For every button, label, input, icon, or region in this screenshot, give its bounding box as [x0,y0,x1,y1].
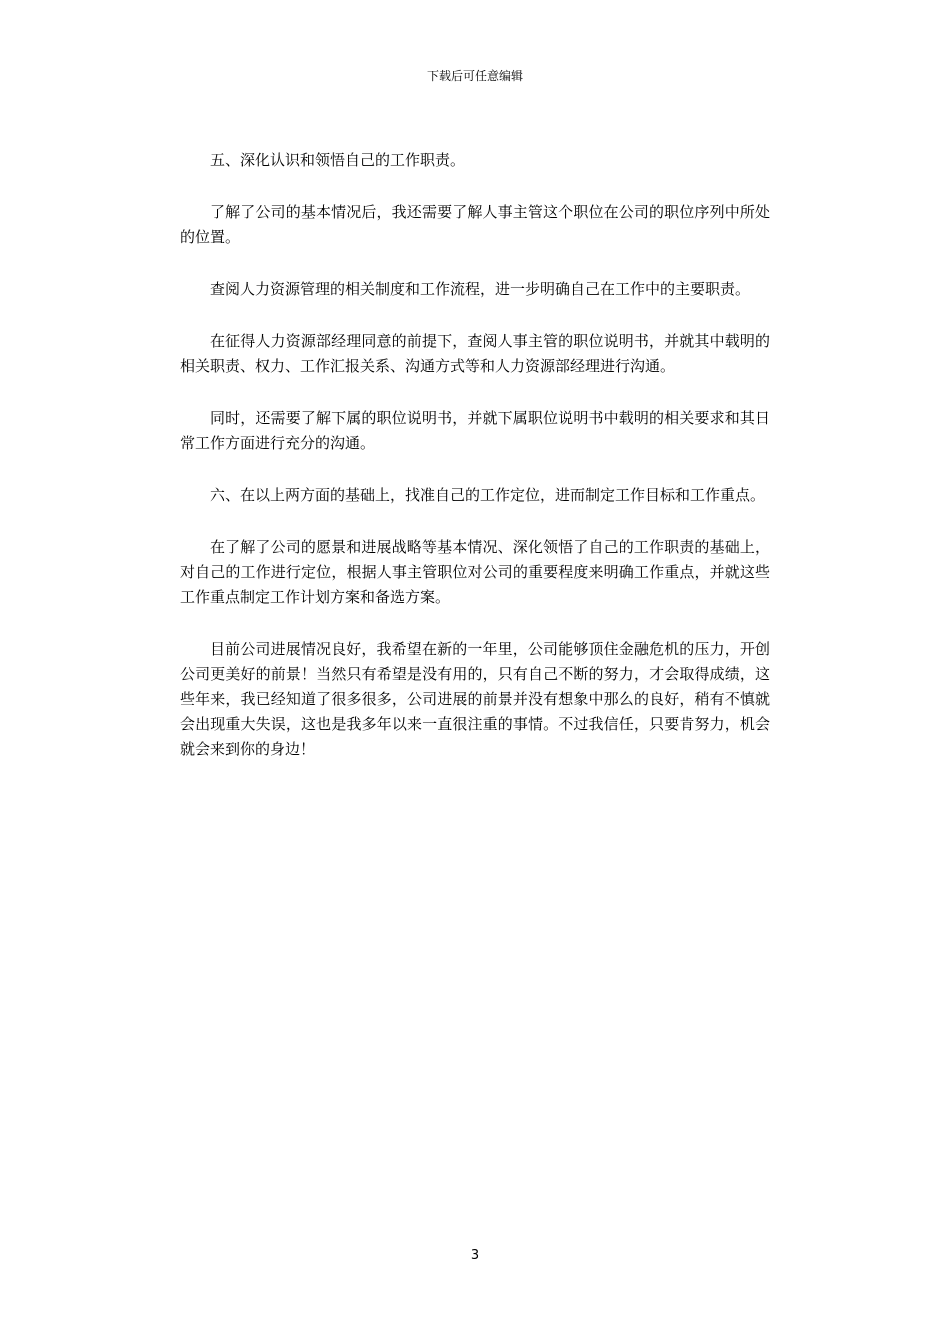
paragraph: 在了解了公司的愿景和进展战略等基本情况、深化领悟了自己的工作职责的基础上，对自己的工作进行定位，根据人事主管职位对公司的重要程度来明确工作重点，并就这些工作重点制定工作计划方案和备选方案。 [180,538,770,606]
section-heading-6: 六、在以上两方面的基础上，找准自己的工作定位，进而制定工作目标和工作重点。 [210,486,766,504]
section-heading-5: 五、深化认识和领悟自己的工作职责。 [210,151,466,169]
paragraph: 了解了公司的基本情况后，我还需要了解人事主管这个职位在公司的职位序列中所处的位置。 [180,203,770,246]
paragraph: 同时，还需要了解下属的职位说明书，并就下属职位说明书中载明的相关要求和其日常工作方面进行充分的沟通。 [180,409,770,452]
paragraph: 目前公司进展情况良好，我希望在新的一年里，公司能够顶住金融危机的压力，开创公司更美好的前景！当然只有希望是没有用的，只有自己不断的努力，才会取得成绩，这些年来，我已经知道了很多很多，公司进展的前景并没有想象中那么的良好，稍有不慎就会出现重大失误，这也是我多年以来一直很注重的事情。不过我信任，只要肯努力，机会就会来到你的身边！ [180,640,770,758]
document-body [180,148,770,789]
paragraph: 查阅人力资源管理的相关制度和工作流程，进一步明确自己在工作中的主要职责。 [210,280,751,298]
paragraph: 在征得人力资源部经理同意的前提下，查阅人事主管的职位说明书，并就其中载明的相关职责、权力、工作汇报关系、沟通方式等和人力资源部经理进行沟通。 [180,332,770,375]
page-header: 下载后可任意编辑 [426,69,523,83]
page-number: 3 [470,1248,480,1263]
